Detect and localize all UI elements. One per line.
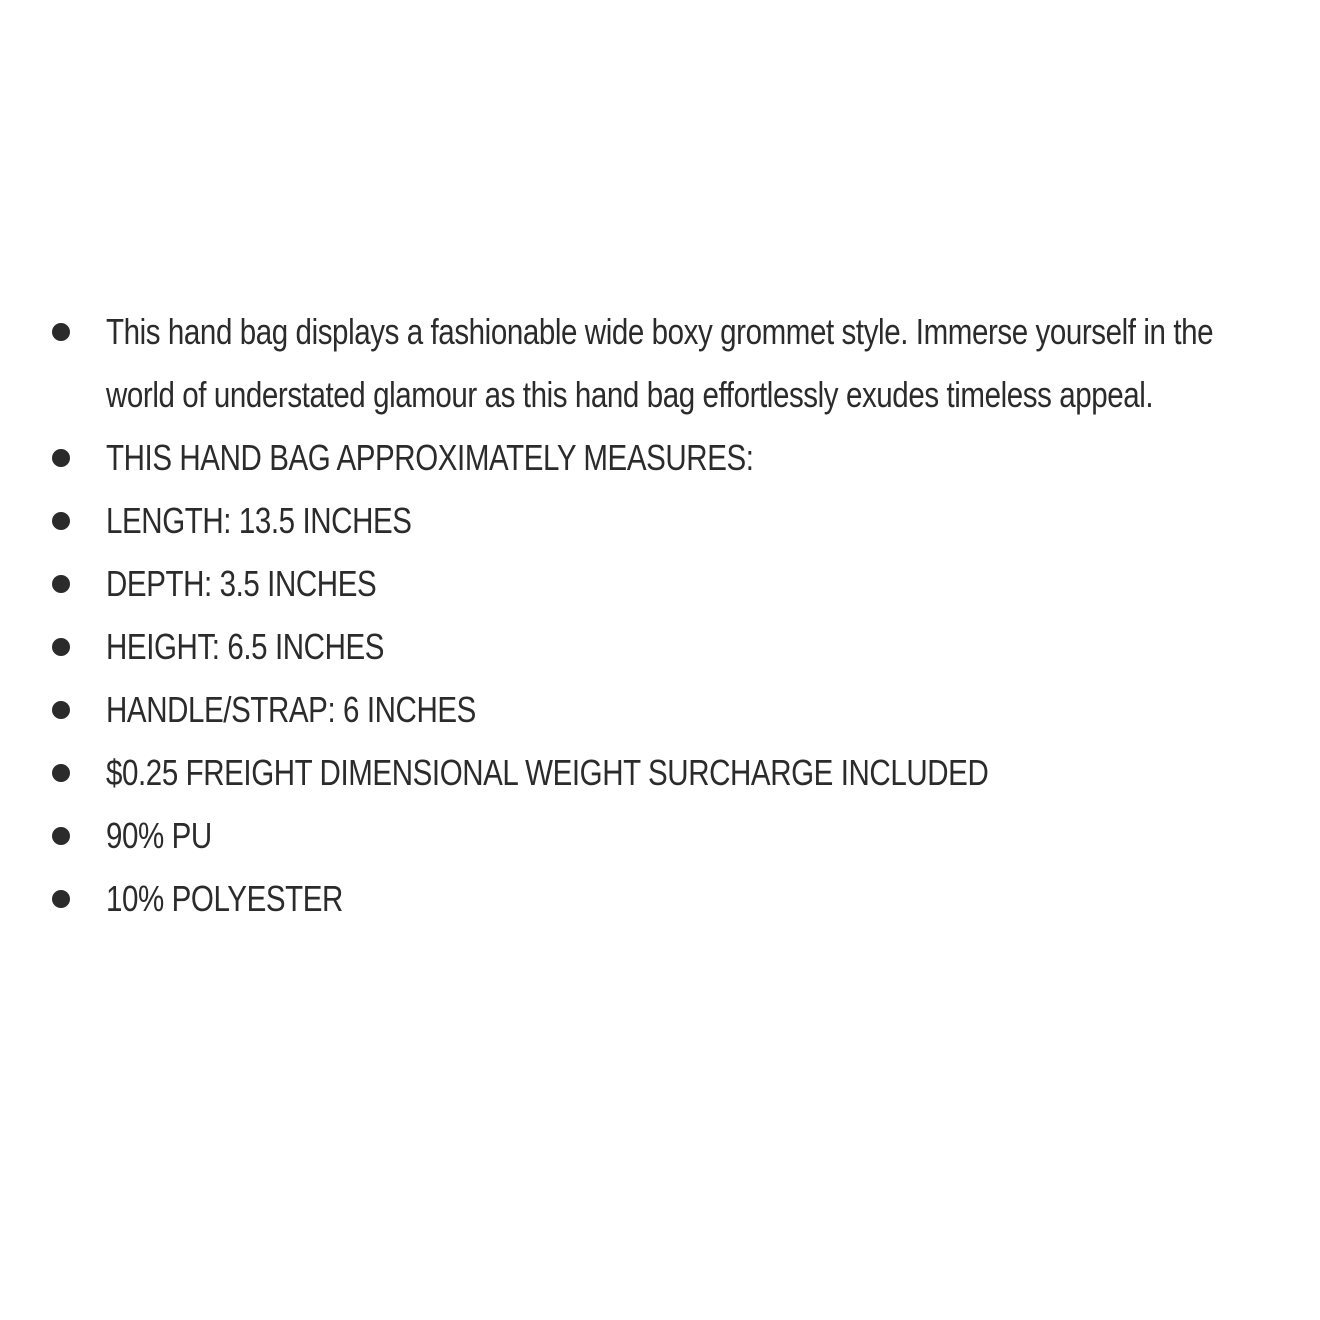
list-item-text: LENGTH: 13.5 INCHES [106, 500, 412, 541]
list-item [0, 426, 1320, 489]
bullet-icon [52, 827, 70, 845]
feature-list [0, 300, 1320, 930]
list-item [0, 615, 1320, 678]
bullet-icon [52, 701, 70, 719]
list-item-text: 10% POLYESTER [106, 878, 343, 919]
list-item [0, 552, 1320, 615]
bullet-icon [52, 764, 70, 782]
list-item-text: THIS HAND BAG APPROXIMATELY MEASURES: [106, 437, 754, 478]
list-item [0, 300, 1320, 426]
list-item-text: DEPTH: 3.5 INCHES [106, 563, 377, 604]
list-item-text: HANDLE/STRAP: 6 INCHES [106, 689, 476, 730]
list-item [0, 741, 1320, 804]
bullet-icon [52, 638, 70, 656]
list-item [0, 804, 1320, 867]
product-description [0, 300, 1320, 930]
bullet-icon [52, 575, 70, 593]
list-item-text: $0.25 FREIGHT DIMENSIONAL WEIGHT SURCHARGE INCLUDED [106, 752, 989, 793]
bullet-icon [52, 449, 70, 467]
bullet-icon [52, 890, 70, 908]
list-item-text: 90% PU [106, 815, 212, 856]
list-item-text: HEIGHT: 6.5 INCHES [106, 626, 385, 667]
list-item [0, 867, 1320, 930]
list-item [0, 489, 1320, 552]
bullet-icon [52, 512, 70, 530]
bullet-icon [52, 323, 70, 341]
list-item [0, 678, 1320, 741]
list-item-text: This hand bag displays a fashionable wide boxy grommet style. Immerse yourself in the world of understated glamour as this hand bag effortlessly exudes timeless appeal. [106, 311, 1214, 415]
